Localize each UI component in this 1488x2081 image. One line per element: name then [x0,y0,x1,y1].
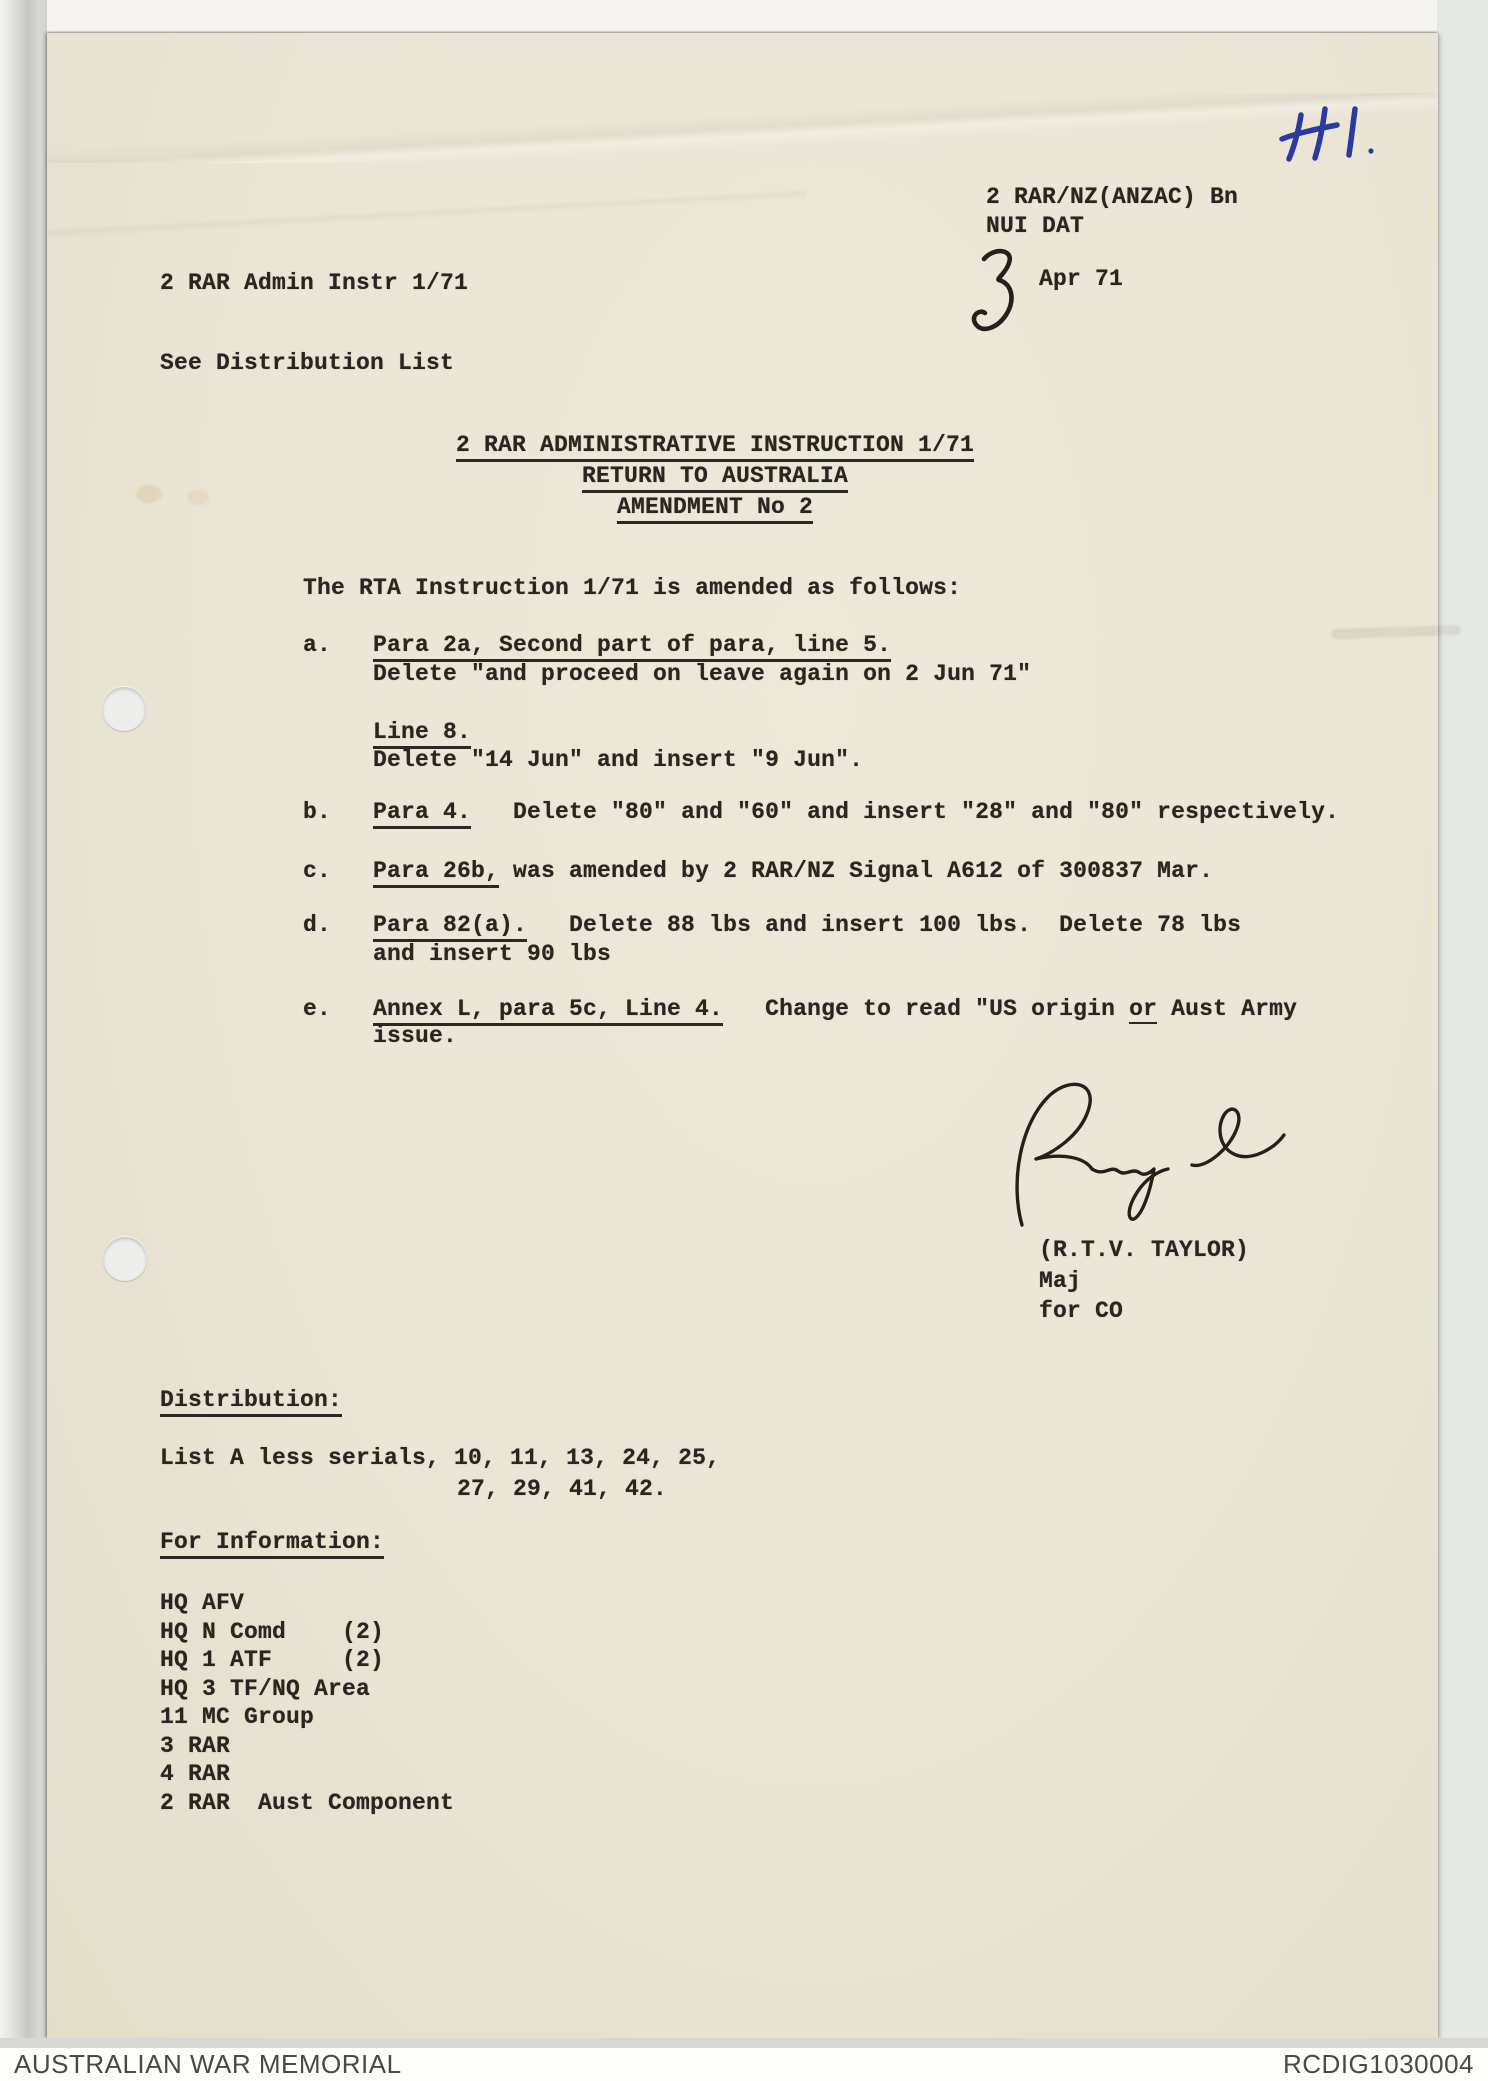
hole-punch-top [102,687,146,731]
info-list-item: HQ AFV [160,1590,245,1616]
item-a-line2: Delete "and proceed on leave again on 2 Jun 71" [373,661,1032,687]
scanner-background-top [0,0,1488,33]
handwritten-signature [992,1073,1302,1238]
item-a2-heading: Line 8. [373,719,471,749]
item-c-text: was amended by 2 RAR/NZ Signal A612 of 300837 Mar. [499,858,1214,884]
typed-date: Apr 71 [1039,266,1124,292]
item-a-heading: Para 2a, Second part of para, line 5. [373,632,891,662]
footer-divider-band [0,2038,1488,2048]
hole-punch-bottom [103,1237,147,1281]
distribution-line1: List A less serials, 10, 11, 13, 24, 25, [160,1445,721,1471]
info-list-item: 11 MC Group [160,1704,315,1730]
handwritten-h1-annotation [1277,99,1392,175]
info-list-item: 2 RAR Aust Component [160,1790,455,1816]
for-information-heading-line [160,1528,384,1556]
item-d-line2: and insert 90 lbs [373,941,612,967]
signature-for-line: for CO [1039,1298,1124,1324]
header-unit-line1: 2 RAR/NZ(ANZAC) Bn [986,184,1239,210]
item-b-text: Delete "80" and "60" and insert "28" and "80" respectively. [471,799,1340,825]
document-page [47,33,1438,2038]
paper-crease [47,93,1438,163]
distribution-line2: 27, 29, 41, 42. [457,1476,668,1502]
item-a-line1 [303,631,891,659]
item-c-letter: c. [303,858,332,884]
item-c-heading: Para 26b, [373,858,499,888]
title-line2-text: RETURN TO AUSTRALIA [582,463,848,493]
item-b-heading: Para 4. [373,799,471,829]
distribution-note: See Distribution List [160,350,455,376]
item-a-letter: a. [303,632,332,658]
info-list-item: 3 RAR [160,1733,231,1759]
title-line1 [47,431,1383,459]
scanner-background-right [1437,0,1488,2081]
item-e-letter: e. [303,996,332,1022]
archive-name: AUSTRALIAN WAR MEMORIAL [14,2049,402,2079]
scanner-background-left [0,0,47,2081]
title-line3 [47,493,1383,521]
item-d-heading: Para 82(a). [373,912,527,942]
paper-crease [46,163,808,263]
title-line1-text: 2 RAR ADMINISTRATIVE INSTRUCTION 1/71 [456,432,974,462]
for-information-heading: For Information: [160,1529,384,1559]
item-a2-line2: Delete "14 Jun" and insert "9 Jun". [373,747,864,773]
item-e-text-after: Aust Army [1157,996,1298,1022]
info-list-item: HQ 1 ATF (2) [160,1647,385,1673]
item-d-letter: d. [303,912,332,938]
item-b-letter: b. [303,799,332,825]
title-line2 [47,462,1383,490]
item-a2-heading-line [373,718,471,746]
distribution-heading: Distribution: [160,1387,342,1417]
document-reference: 2 RAR Admin Instr 1/71 [160,270,469,296]
item-c-line [303,857,1213,885]
item-b-line [303,798,1339,826]
archive-footer-bar [0,2048,1488,2081]
header-unit-line2: NUI DAT [986,213,1085,239]
info-list-item: HQ 3 TF/NQ Area [160,1676,371,1702]
item-e-line2: issue. [373,1023,458,1049]
title-line3-text: AMENDMENT No 2 [617,494,813,524]
info-list-item: HQ N Comd (2) [160,1619,385,1645]
signature-rank: Maj [1039,1268,1082,1294]
archive-record-id: RCDIG1030004 [1283,2049,1474,2079]
item-e-emphasis: or [1129,996,1158,1022]
distribution-heading-line [160,1386,342,1414]
item-e-heading: Annex L, para 5c, Line 4. [373,996,723,1026]
handwritten-date-day [968,243,1030,345]
info-list-item: 4 RAR [160,1761,231,1787]
item-d-text: Delete 88 lbs and insert 100 lbs. Delete 78 lbs [527,912,1242,938]
body-intro: The RTA Instruction 1/71 is amended as follows: [303,575,962,601]
item-e-text-before: Change to read "US origin [723,996,1130,1022]
item-d-line1 [303,911,1241,939]
item-e-line1 [303,995,1297,1023]
signature-name: (R.T.V. TAYLOR) [1039,1237,1250,1263]
